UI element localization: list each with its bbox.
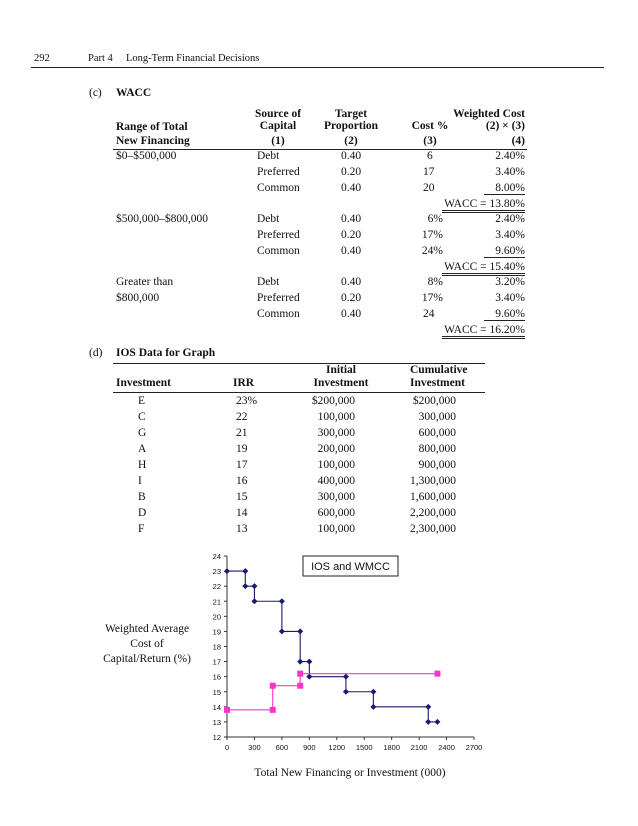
col-weighted-header-2: (2) × (3) bbox=[485, 120, 525, 132]
col-irr-header: IRR bbox=[233, 377, 255, 389]
col-range-header-1: Range of Total bbox=[116, 121, 188, 133]
range-label: $0–$500,000 bbox=[116, 150, 177, 162]
investment-cell: C bbox=[138, 411, 146, 424]
source-cell: Preferred bbox=[257, 229, 300, 241]
ios-point-marker bbox=[251, 598, 257, 604]
section-c-title: WACC bbox=[116, 87, 152, 99]
cumulative-cell: 1,300,000 bbox=[410, 475, 456, 488]
ios-point-marker bbox=[425, 704, 431, 710]
section-d-label: (d) bbox=[89, 347, 103, 359]
investment-cell: F bbox=[138, 523, 145, 536]
irr-cell: 16 bbox=[236, 475, 248, 488]
ios-point-marker bbox=[242, 568, 248, 574]
cost-cell: 17 bbox=[423, 166, 435, 178]
range-label-2: $800,000 bbox=[116, 292, 160, 304]
irr-cell: 15 bbox=[236, 491, 248, 504]
cost-cell: 6 bbox=[427, 150, 433, 162]
wmcc-point-marker bbox=[434, 671, 440, 677]
y-tick-label: 22 bbox=[212, 582, 221, 592]
weighted-cost-cell: 3.40% bbox=[495, 292, 525, 304]
irr-cell: 23% bbox=[236, 395, 258, 407]
wmcc-point-marker bbox=[270, 707, 276, 713]
x-tick-label: 1500 bbox=[355, 743, 373, 752]
source-cell: Debt bbox=[257, 150, 280, 162]
source-cell: Debt bbox=[257, 213, 280, 225]
source-cell: Debt bbox=[257, 276, 280, 288]
running-title: Long-Term Financial Decisions bbox=[126, 53, 260, 64]
chart-title: IOS and WMCC bbox=[311, 561, 390, 573]
weighted-cost-cell: 3.20% bbox=[495, 276, 525, 288]
wmcc-point-marker bbox=[297, 683, 303, 689]
weighted-cost-cell: 3.40% bbox=[495, 166, 525, 178]
ios-point-marker bbox=[242, 583, 248, 589]
ios-point-marker bbox=[306, 674, 312, 680]
y-tick-label: 14 bbox=[212, 702, 221, 712]
proportion-cell: 0.40 bbox=[340, 308, 362, 320]
cumulative-cell: 2,200,000 bbox=[410, 507, 456, 520]
investment-cell: I bbox=[138, 475, 142, 488]
y-tick-label: 23 bbox=[212, 567, 221, 577]
wacc-total: WACC = 13.80% bbox=[442, 198, 525, 213]
cumulative-cell: 600,000 bbox=[418, 427, 456, 440]
initial-cell: 400,000 bbox=[317, 475, 355, 488]
investment-cell: B bbox=[138, 491, 146, 504]
source-cell: Preferred bbox=[257, 292, 300, 304]
y-tick-label: 21 bbox=[212, 597, 221, 607]
ios-series-line bbox=[227, 571, 437, 722]
source-cell: Common bbox=[257, 308, 300, 320]
col-initial-header-2: Investment bbox=[313, 377, 369, 389]
x-tick-label: 2700 bbox=[465, 743, 483, 752]
col-target-header-1: Target bbox=[334, 108, 368, 120]
part-label: Part 4 bbox=[88, 53, 113, 64]
y-axis-label-line-2: Cost of bbox=[130, 638, 164, 650]
col-cost-header-1: Cost % bbox=[411, 120, 449, 132]
col-investment-header: Investment bbox=[116, 377, 171, 389]
cumulative-cell: 900,000 bbox=[418, 459, 456, 472]
initial-cell: 200,000 bbox=[317, 443, 355, 456]
cost-cell: 8% bbox=[427, 276, 443, 288]
weighted-cost-cell: 2.40% bbox=[495, 150, 525, 162]
col-target-header-3: (2) bbox=[344, 135, 358, 147]
x-tick-label: 0 bbox=[224, 743, 230, 752]
irr-cell: 21 bbox=[236, 427, 248, 440]
y-axis-label-line-3: Capital/Return (%) bbox=[103, 653, 191, 665]
source-cell: Common bbox=[257, 245, 300, 257]
irr-cell: 13 bbox=[236, 523, 248, 536]
y-tick-label: 19 bbox=[212, 627, 221, 637]
initial-cell: 600,000 bbox=[317, 507, 355, 520]
y-tick-label: 13 bbox=[212, 717, 221, 727]
investment-cell: D bbox=[138, 507, 147, 520]
weighted-cost-cell: 2.40% bbox=[495, 213, 525, 225]
x-tick-label: 600 bbox=[275, 743, 289, 752]
weighted-cost-cell: 8.00% bbox=[484, 182, 525, 195]
x-tick-label: 1200 bbox=[328, 743, 346, 752]
y-tick-label: 20 bbox=[212, 612, 221, 622]
cost-cell: 24 bbox=[423, 308, 435, 320]
ios-point-marker bbox=[251, 583, 257, 589]
cumulative-cell: 300,000 bbox=[418, 411, 456, 424]
source-cell: Preferred bbox=[257, 166, 300, 178]
col-initial-header-1: Initial bbox=[325, 364, 357, 376]
initial-cell: 100,000 bbox=[317, 459, 355, 472]
ios-point-marker bbox=[370, 689, 376, 695]
irr-cell: 17 bbox=[236, 459, 248, 472]
initial-cell: 300,000 bbox=[317, 491, 355, 504]
initial-cell: $200,000 bbox=[311, 395, 355, 407]
ios-point-marker bbox=[279, 598, 285, 604]
proportion-cell: 0.40 bbox=[340, 150, 362, 162]
cumulative-cell: 1,600,000 bbox=[410, 491, 456, 504]
x-axis-label: Total New Financing or Investment (000) bbox=[254, 767, 446, 779]
weighted-cost-cell: 9.60% bbox=[484, 245, 525, 258]
wmcc-point-marker bbox=[270, 683, 276, 689]
proportion-cell: 0.40 bbox=[340, 182, 362, 194]
investment-cell: H bbox=[138, 459, 147, 472]
y-axis-label-line-1: Weighted Average bbox=[104, 623, 190, 635]
y-tick-label: 24 bbox=[212, 552, 221, 561]
col-weighted-header-3: (4) bbox=[511, 135, 525, 147]
y-tick-label: 12 bbox=[212, 733, 221, 742]
col-cost-header-2: (3) bbox=[423, 135, 437, 147]
wmcc-point-marker bbox=[224, 707, 230, 713]
x-tick-label: 2400 bbox=[438, 743, 455, 752]
proportion-cell: 0.20 bbox=[340, 166, 362, 178]
section-c-label: (c) bbox=[89, 87, 102, 99]
y-tick-label: 15 bbox=[212, 687, 221, 697]
proportion-cell: 0.20 bbox=[340, 292, 362, 304]
x-tick-label: 1800 bbox=[383, 743, 401, 752]
ios-point-marker bbox=[370, 704, 376, 710]
cost-cell: 24% bbox=[421, 245, 443, 257]
cost-cell: 17% bbox=[421, 229, 443, 241]
cumulative-cell: 800,000 bbox=[418, 443, 456, 456]
col-range-header-2: New Financing bbox=[116, 135, 190, 147]
col-source-header-3: (1) bbox=[271, 135, 285, 147]
investment-cell: E bbox=[138, 395, 146, 407]
wmcc-point-marker bbox=[297, 671, 303, 677]
section-d-title: IOS Data for Graph bbox=[116, 347, 216, 359]
cost-cell: 20 bbox=[423, 182, 435, 194]
x-tick-label: 900 bbox=[303, 743, 316, 752]
cumulative-cell: 2,300,000 bbox=[410, 523, 456, 536]
col-cumulative-header-1: Cumulative bbox=[410, 364, 468, 376]
irr-cell: 19 bbox=[236, 443, 248, 456]
proportion-cell: 0.40 bbox=[340, 276, 362, 288]
proportion-cell: 0.20 bbox=[340, 229, 362, 241]
range-label: $500,000–$800,000 bbox=[116, 213, 208, 225]
page-number: 292 bbox=[34, 53, 50, 64]
col-target-header-2: Proportion bbox=[323, 120, 379, 132]
proportion-cell: 0.40 bbox=[340, 245, 362, 257]
weighted-cost-cell: 9.60% bbox=[484, 308, 525, 321]
investment-cell: A bbox=[138, 443, 147, 456]
ios-point-marker bbox=[297, 659, 303, 665]
irr-cell: 14 bbox=[236, 507, 248, 520]
ios-point-marker bbox=[279, 628, 285, 634]
range-label: Greater than bbox=[116, 276, 174, 288]
x-tick-label: 300 bbox=[248, 743, 261, 752]
cost-cell: 17% bbox=[421, 292, 443, 304]
weighted-cost-cell: 3.40% bbox=[495, 229, 525, 241]
initial-cell: 100,000 bbox=[317, 411, 355, 424]
initial-cell: 300,000 bbox=[317, 427, 355, 440]
irr-cell: 22 bbox=[236, 411, 248, 424]
investment-cell: G bbox=[138, 427, 147, 440]
ios-point-marker bbox=[434, 719, 440, 725]
ios-point-marker bbox=[425, 719, 431, 725]
col-source-header-2: Capital bbox=[259, 120, 297, 132]
y-tick-label: 18 bbox=[212, 642, 221, 652]
initial-cell: 100,000 bbox=[317, 523, 355, 536]
ios-point-marker bbox=[224, 568, 230, 574]
wacc-total: WACC = 15.40% bbox=[442, 261, 525, 276]
ios-point-marker bbox=[343, 689, 349, 695]
ios-point-marker bbox=[297, 628, 303, 634]
y-tick-label: 17 bbox=[212, 657, 221, 667]
ios-point-marker bbox=[343, 674, 349, 680]
wmcc-series-line bbox=[227, 674, 437, 710]
ios-point-marker bbox=[306, 659, 312, 665]
y-tick-label: 16 bbox=[212, 672, 221, 682]
col-source-header-1: Source of bbox=[254, 108, 302, 120]
wacc-total: WACC = 16.20% bbox=[442, 324, 525, 339]
cumulative-cell: $200,000 bbox=[412, 395, 456, 407]
proportion-cell: 0.40 bbox=[340, 213, 362, 225]
col-cumulative-header-2: Investment bbox=[410, 377, 465, 389]
x-tick-label: 2100 bbox=[410, 743, 428, 752]
source-cell: Common bbox=[257, 182, 300, 194]
cost-cell: 6% bbox=[427, 213, 443, 225]
col-weighted-header-1: Weighted Cost bbox=[453, 108, 525, 120]
